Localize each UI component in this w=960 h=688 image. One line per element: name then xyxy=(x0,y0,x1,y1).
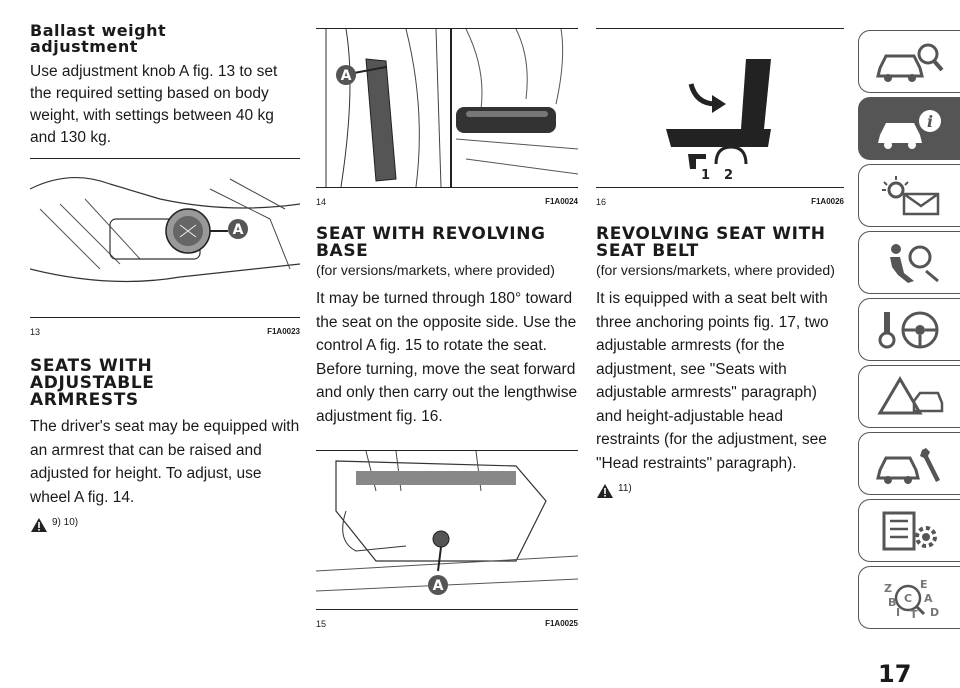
key-steering-wheel-icon xyxy=(874,308,946,352)
page-number: 17 xyxy=(878,660,912,688)
fig13-label-a: A xyxy=(232,222,244,238)
index-letter: Z xyxy=(883,581,892,595)
tab-knowing-vehicle[interactable] xyxy=(858,30,960,93)
tab-warning-lights[interactable] xyxy=(858,164,960,227)
figure-14 xyxy=(316,28,578,188)
heading-seats-armrests: SEATS WITH ADJUSTABLE ARMRESTS xyxy=(30,356,155,410)
tab-safety[interactable] xyxy=(858,231,960,294)
revolving-control-illustration xyxy=(316,451,578,609)
car-info-icon xyxy=(874,107,946,151)
figure-13-caption xyxy=(30,327,300,337)
index-letter: D xyxy=(929,605,939,619)
para-revolving-base: It may be turned through 180° toward the seat on the opposite side. Use the control A fig. 15 to rotate the seat. Before turning, move the seat forward and only then carry out the lengthwise adjustment fig. 16. xyxy=(316,290,578,425)
tab-index[interactable] xyxy=(858,566,960,629)
fig16-label-2: 2 xyxy=(724,168,734,183)
heading-revolving-base: SEAT WITH REVOLVING BASE xyxy=(316,224,546,261)
fig15-label-a: A xyxy=(432,578,444,594)
tab-technical-data[interactable] xyxy=(858,499,960,562)
svg-text:i: i xyxy=(926,111,933,131)
figure-15-number: 15 xyxy=(316,619,327,629)
figure-16-number: 16 xyxy=(596,197,607,207)
subheading-revolving-seat-belt: (for versions/markets, where provided) xyxy=(596,262,835,278)
para-ballast-weight: Use adjustment knob A fig. 13 to set the required setting based on body weight, with settings between 40 kg and 130 kg. xyxy=(30,63,278,146)
figure-15 xyxy=(316,450,578,610)
tab-starting-driving[interactable] xyxy=(858,298,960,361)
figure-15-caption xyxy=(316,619,578,629)
figure-15-code: F1A0025 xyxy=(545,619,578,628)
figure-13 xyxy=(30,158,300,318)
heading-revolving-seat-belt: REVOLVING SEAT WITH SEAT BELT xyxy=(596,224,826,261)
figure-13-code: F1A0023 xyxy=(267,327,300,336)
warning-triangle-car-icon xyxy=(874,375,946,419)
para-seats-armrests: The driver's seat may be equipped with an armrest that can be raised and adjusted for height. To adjust, use wheel A fig. 14. xyxy=(30,418,300,506)
figure-13-number: 13 xyxy=(30,327,41,337)
tab-getting-to-know[interactable] xyxy=(858,97,960,160)
figure-16 xyxy=(596,28,844,188)
seat-rotation-diagram xyxy=(596,29,844,187)
fig16-label-1: 1 xyxy=(701,168,711,183)
warning-note xyxy=(596,483,844,499)
car-search-icon xyxy=(874,40,946,84)
subheading-revolving-base: (for versions/markets, where provided) xyxy=(316,262,555,278)
warning-icon xyxy=(30,517,48,533)
para-revolving-seat-belt: It is equipped with a seat belt with three anchoring points fig. 17, two adjustable armrests (for the adjustment, see "Seats with adjustable armrests" paragraph) and height-adjustable head restraints (for the adjustment, see "Head restraints" paragraph). xyxy=(596,290,829,472)
warning-note xyxy=(30,517,300,533)
fig14-label-a: A xyxy=(340,68,352,84)
checklist-gear-icon xyxy=(874,509,946,553)
car-wrench-icon xyxy=(874,442,946,486)
alphabet-index-icon xyxy=(874,576,946,620)
warning-light-envelope-icon xyxy=(874,174,946,218)
figure-14-code: F1A0024 xyxy=(545,197,578,206)
armrest-illustration xyxy=(316,29,578,187)
figure-16-caption xyxy=(596,197,844,207)
index-letter: I xyxy=(895,605,900,619)
warning-icon xyxy=(596,483,614,499)
tab-emergency[interactable] xyxy=(858,365,960,428)
heading-ballast-weight: Ballast weight adjustment xyxy=(30,21,167,56)
figure-16-code: F1A0026 xyxy=(811,197,844,206)
warning-refs: 9) 10) xyxy=(52,517,79,528)
figure-14-number: 14 xyxy=(316,197,327,207)
section-tabs xyxy=(858,0,960,686)
index-letter: B xyxy=(887,595,896,609)
index-letter: E xyxy=(919,577,928,591)
tab-servicing[interactable] xyxy=(858,432,960,495)
warning-refs: 11) xyxy=(618,483,632,494)
index-letter: T xyxy=(909,607,918,620)
index-letter: A xyxy=(923,591,933,605)
figure-14-caption xyxy=(316,197,578,207)
index-letter: C xyxy=(903,591,912,605)
airbag-passenger-icon xyxy=(874,241,946,285)
seat-knob-illustration xyxy=(30,159,300,317)
